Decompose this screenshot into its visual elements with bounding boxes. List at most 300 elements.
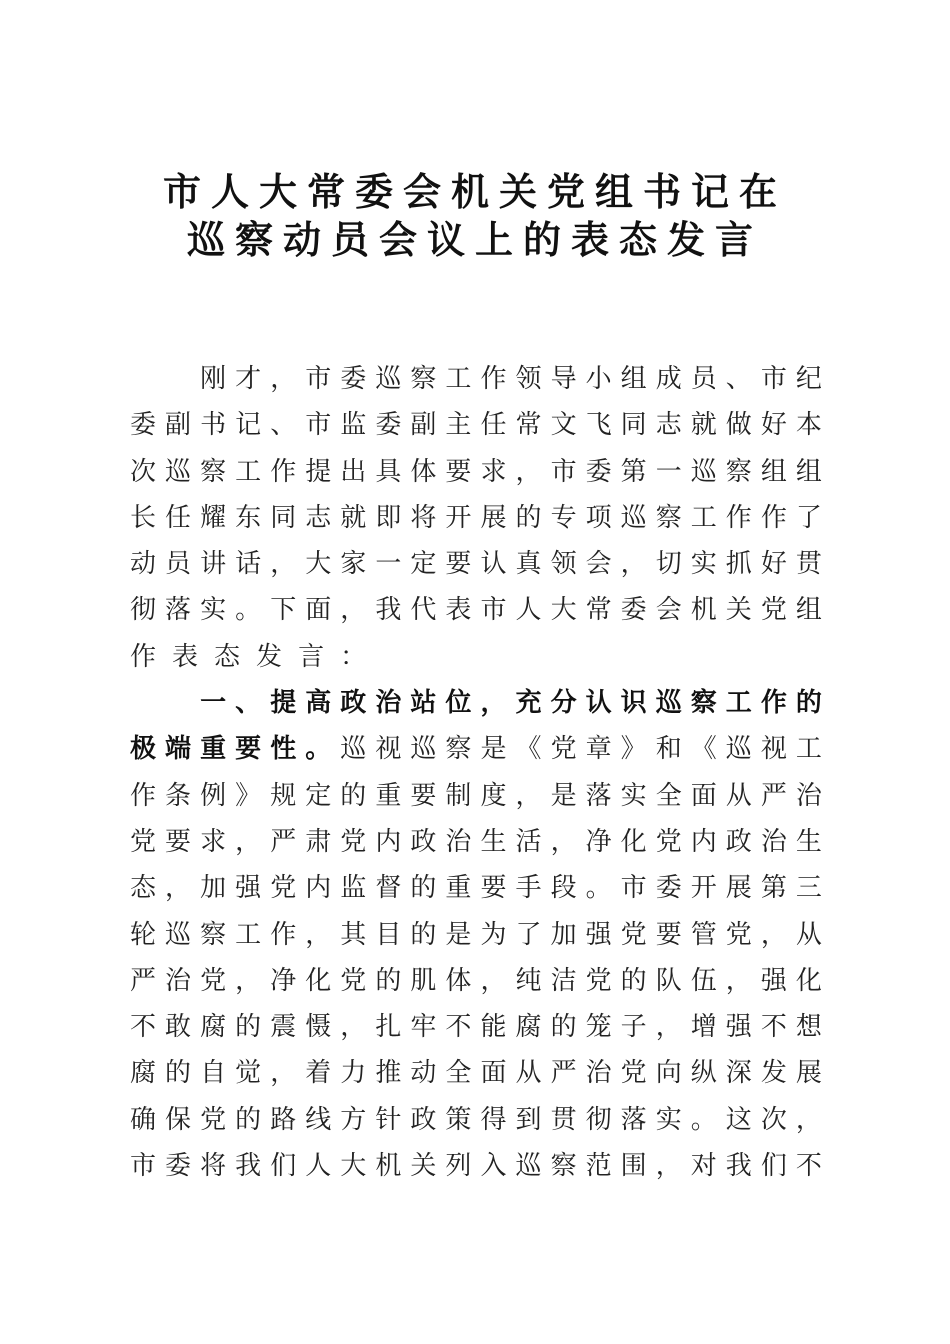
body-char: 三 [795,873,822,904]
body-char: 本 [795,410,822,441]
body-char: 的 [620,965,647,996]
body-char: 党 [130,826,157,857]
body-char: 察 [200,456,227,487]
body-char: 条 [165,780,192,811]
body-char: 重 [375,780,402,811]
body-char: 定 [410,549,437,580]
body-char: 巡 [725,734,752,765]
body-char: 一 [655,456,682,487]
body-char: 实 [200,595,227,626]
body-char: 成 [655,364,682,394]
body-char: 治 [795,780,822,811]
body-char: 方 [340,1104,367,1135]
body-char: 从 [795,919,822,950]
body-char: 线 [305,1104,332,1135]
body-char: 委 [165,1151,192,1182]
body-char: 文 [550,410,577,441]
body-char: 巡 [690,456,717,487]
body-char: 从 [725,780,752,811]
body-char: 巡 [340,734,367,765]
body-char: 严 [550,1058,577,1089]
body-char: 腐 [200,1012,227,1043]
body-char: 记 [235,410,262,441]
body-char: 。 [235,595,262,626]
body-char: 面 [305,595,332,626]
body-char: 态 [130,873,157,904]
body-line [130,865,822,911]
body-char: 的 [165,1058,192,1089]
body-char: 委 [375,410,402,441]
body-char: 巡 [375,364,402,394]
body-char: 任 [165,502,192,533]
indent-space [130,356,156,402]
body-char: 落 [165,595,192,626]
body-char: 围 [620,1151,647,1182]
indent-space [130,680,156,726]
body-char: 监 [340,410,367,441]
body-char-bold: 分 [550,688,577,719]
body-char: 展 [725,873,752,904]
body-char: 要 [445,456,472,487]
body-char: 党 [550,734,577,765]
body-char: 第 [620,456,647,487]
body-char: 落 [620,1104,647,1135]
body-char: 扎 [375,1012,402,1043]
body-char: 志 [305,502,332,533]
body-char: 代 [410,595,437,626]
body-char: 工 [445,364,472,394]
body-char: 实 [620,780,647,811]
body-char-bold: 、 [235,688,262,719]
body-char: 净 [585,826,612,857]
body-char: 第 [760,873,787,904]
body-char: 要 [445,549,472,580]
body-char: 肃 [305,826,332,857]
body-char-bold: 端 [165,734,192,765]
body-char: 定 [305,780,332,811]
body-char: 刚 [200,364,227,394]
body-line [130,495,822,541]
body-char: 到 [515,1104,542,1135]
body-char: ， [515,780,542,811]
body-char: 员 [165,549,192,580]
body-char: 表 [172,641,199,672]
body-char: 轮 [130,919,157,950]
body-char: 市 [305,364,332,394]
body-char: 从 [515,1058,542,1089]
body-char: 党 [620,1058,647,1089]
body-char: 机 [690,595,717,626]
body-char: ， [340,1012,367,1043]
body-char: 治 [585,1058,612,1089]
body-char: 同 [270,502,297,533]
body-char: 路 [270,1104,297,1135]
body-char: 市 [305,410,332,441]
document-title-line-1: 市人大常委会机关党组书记在 [162,169,787,214]
body-char: 增 [690,1012,717,1043]
body-char: 们 [270,1151,297,1182]
body-char: 下 [270,595,297,626]
body-char: 体 [445,965,472,996]
body-char: 求 [480,456,507,487]
body-char: 自 [200,1058,227,1089]
body-char: 副 [410,410,437,441]
body-char: 市 [620,873,647,904]
body-char: 察 [655,502,682,533]
body-char: 作 [760,502,787,533]
body-char: 。 [690,1104,717,1135]
body-char: 长 [130,502,157,533]
body-char: 加 [550,919,577,950]
body-char: 常 [585,595,612,626]
body-char: 震 [270,1012,297,1043]
body-char: 推 [375,1058,402,1089]
body-char: 强 [760,965,787,996]
body-char: 我 [725,1151,752,1182]
body-char-bold: 位 [445,688,472,719]
body-char: 活 [515,826,542,857]
body-char: 工 [690,502,717,533]
body-char-bold: 作 [760,688,787,719]
body-char: 严 [130,965,157,996]
body-char: 的 [515,502,542,533]
body-char: 的 [340,780,367,811]
body-line [130,634,822,680]
body-char: 机 [375,1151,402,1182]
body-char-bold: 巡 [655,688,682,719]
body-char-bold: 认 [585,688,612,719]
body-char: 度 [480,780,507,811]
body-char: ， [165,873,192,904]
body-char: 关 [410,1151,437,1182]
body-char: 言 [298,641,325,672]
body-char: 工 [235,919,262,950]
body-char: 例 [200,780,227,811]
body-line [130,449,822,495]
body-char-bold: 提 [270,688,297,719]
body-char: 副 [165,410,192,441]
body-char: 手 [515,873,542,904]
body-char: 落 [585,780,612,811]
body-char: 要 [410,780,437,811]
body-char: 内 [305,873,332,904]
body-char: ， [235,965,262,996]
body-char: 治 [445,826,472,857]
body-char: 严 [270,826,297,857]
body-char: 化 [620,826,647,857]
body-char: 委 [130,410,157,441]
body-char: 开 [690,873,717,904]
body-char: 要 [480,873,507,904]
body-char: 能 [480,1012,507,1043]
body-char: 强 [235,873,262,904]
body-char: 市 [480,595,507,626]
body-char-bold: 识 [620,688,647,719]
body-line [130,912,822,958]
body-char: 会 [585,549,612,580]
body-char: 次 [130,456,157,487]
body-char: 的 [235,1012,262,1043]
body-char: 关 [725,595,752,626]
body-char: 不 [445,1012,472,1043]
body-char: 巡 [165,456,192,487]
body-char: ， [760,919,787,950]
body-char: 其 [340,919,367,950]
body-char: 书 [200,410,227,441]
body-char: 党 [340,826,367,857]
body-char: 委 [620,595,647,626]
body-char: 是 [445,919,472,950]
body-char-bold: 高 [305,688,332,719]
body-char: 内 [375,826,402,857]
body-char: 察 [200,919,227,950]
body-char: 求 [200,826,227,857]
body-char: 严 [760,780,787,811]
body-char: 察 [445,734,472,765]
body-char: ， [620,549,647,580]
body-char-bold: 要 [235,734,262,765]
body-char: 组 [795,456,822,487]
body-char: 化 [305,965,332,996]
body-char: 不 [760,1012,787,1043]
body-char: 重 [445,873,472,904]
body-char: 主 [445,410,472,441]
body-char: ， [235,826,262,857]
body-char: 洁 [550,965,577,996]
body-char: 做 [725,410,752,441]
body-line [130,1143,822,1189]
body-char: 讲 [200,549,227,580]
body-char: 我 [235,1151,262,1182]
body-char: 抓 [725,549,752,580]
body-char: 我 [375,595,402,626]
body-char: 体 [410,456,437,487]
body-char: 发 [256,641,283,672]
body-char: 了 [515,919,542,950]
body-char-bold: 一 [200,688,227,719]
body-char: 治 [165,965,192,996]
body-line [130,356,822,402]
document-title-line-2: 巡察动员会议上的表态发言 [186,217,763,262]
body-char-bold: 极 [130,734,157,765]
body-char: 伍 [690,965,717,996]
body-line [130,773,822,819]
body-char: 好 [760,410,787,441]
body-char: 提 [305,456,332,487]
body-char: 生 [795,826,822,857]
body-char: 察 [725,456,752,487]
body-line [130,680,822,726]
body-char: 就 [340,502,367,533]
body-char: 同 [620,410,647,441]
body-char: 委 [655,873,682,904]
body-char: 实 [690,549,717,580]
body-char: 彻 [585,1104,612,1135]
body-char: 组 [760,456,787,487]
body-char: 认 [480,549,507,580]
body-char: 牢 [410,1012,437,1043]
body-char: 委 [340,364,367,394]
body-char: 任 [480,410,507,441]
body-char: 是 [480,734,507,765]
body-char: 制 [445,780,472,811]
body-char: 《 [515,734,542,765]
body-char: 领 [515,364,542,394]
body-char: 全 [655,780,682,811]
body-char: 章 [585,734,612,765]
body-char: 的 [235,1104,262,1135]
body-char: 腐 [515,1012,542,1043]
body-char: 话 [235,549,262,580]
body-char: 党 [270,873,297,904]
body-char: 小 [585,364,612,394]
body-char: 针 [375,1104,402,1135]
body-char: 真 [515,549,542,580]
body-char: 党 [760,595,787,626]
body-char: 大 [550,595,577,626]
body-char: 深 [725,1058,752,1089]
body-char: 生 [480,826,507,857]
body-char: 不 [130,1012,157,1043]
body-char: 即 [375,502,402,533]
body-char-bold: 工 [725,688,752,719]
body-char: 党 [200,965,227,996]
indent-space [165,680,191,726]
body-char-bold: 治 [375,688,402,719]
body-char-bold: ， [480,688,507,719]
body-char: 目 [375,919,402,950]
body-char: 巡 [515,1151,542,1182]
body-line [130,726,822,772]
body-char: 的 [410,873,437,904]
body-char: 委 [585,456,612,487]
body-char: 视 [760,734,787,765]
body-char: 规 [270,780,297,811]
body-char: ， [655,1012,682,1043]
body-char: 展 [480,502,507,533]
body-char: 要 [655,919,682,950]
body-char: 市 [760,364,787,394]
body-char: 专 [550,502,577,533]
body-char: 列 [445,1151,472,1182]
body-char: 实 [655,1104,682,1135]
body-char: 市 [550,456,577,487]
body-char: 巡 [410,734,437,765]
body-char: 了 [795,502,822,533]
body-char: 纪 [795,364,822,394]
body-line [130,541,822,587]
body-char: 人 [305,1151,332,1182]
body-char: 贯 [550,1104,577,1135]
body-char: ： [340,641,367,672]
body-char: 政 [725,826,752,857]
body-char: 力 [340,1058,367,1089]
body-char: 的 [550,1012,577,1043]
body-char: 动 [410,1058,437,1089]
body-char: 面 [690,780,717,811]
body-char: ， [655,1151,682,1182]
body-char: 队 [655,965,682,996]
body-char-bold: 的 [795,688,822,719]
body-char: 《 [690,734,717,765]
body-char: 工 [795,734,822,765]
body-char: 管 [690,919,717,950]
body-char: 次 [760,1104,787,1135]
document-body [130,356,822,1189]
body-char: 展 [795,1058,822,1089]
body-char: 领 [550,549,577,580]
body-char: ， [795,1104,822,1135]
body-char: 动 [130,549,157,580]
body-char: 党 [725,919,752,950]
body-char: 、 [270,410,297,441]
body-char: 加 [200,873,227,904]
body-char: 将 [200,1151,227,1182]
body-char: 向 [655,1058,682,1089]
body-char: 市 [130,1151,157,1182]
body-char: 子 [620,1012,647,1043]
body-char: 为 [480,919,507,950]
body-char: 大 [305,549,332,580]
body-char: 作 [130,641,157,672]
body-char: ， [340,595,367,626]
body-char-bold: 性 [270,734,297,765]
body-char: 化 [795,965,822,996]
body-char: 组 [620,364,647,394]
body-char: 着 [305,1058,332,1089]
body-char: 项 [585,502,612,533]
body-char: 入 [480,1151,507,1182]
body-char-bold: 重 [200,734,227,765]
body-line [130,1004,822,1050]
body-char: 员 [690,364,717,394]
body-char: ， [515,456,542,487]
body-char: ， [270,1058,297,1089]
body-char: 》 [620,734,647,765]
body-char: 彻 [130,595,157,626]
body-char: 就 [690,410,717,441]
body-char: 督 [375,873,402,904]
body-char: ， [480,965,507,996]
body-char: 策 [445,1104,472,1135]
body-char: 党 [340,965,367,996]
body-char: 巡 [620,502,647,533]
body-char: 大 [340,1151,367,1182]
body-char: 、 [725,364,752,394]
body-char: 才 [235,364,262,394]
body-char: 净 [270,965,297,996]
body-char: 作 [725,502,752,533]
body-char: 段 [550,873,577,904]
body-char-bold: 站 [410,688,437,719]
body-char: ， [305,919,332,950]
body-char: 和 [655,734,682,765]
body-char: 全 [445,1058,472,1089]
body-char-bold: 充 [515,688,542,719]
body-char: 这 [725,1104,752,1135]
body-char: 腐 [130,1058,157,1089]
body-char: 具 [375,456,402,487]
body-char: 作 [270,456,297,487]
body-char: 志 [655,410,682,441]
body-line [130,587,822,633]
body-char: 导 [550,364,577,394]
body-char: 家 [340,549,367,580]
body-char: 保 [165,1104,192,1135]
body-char: 巡 [165,919,192,950]
body-char: 政 [410,826,437,857]
body-char: 政 [410,1104,437,1135]
